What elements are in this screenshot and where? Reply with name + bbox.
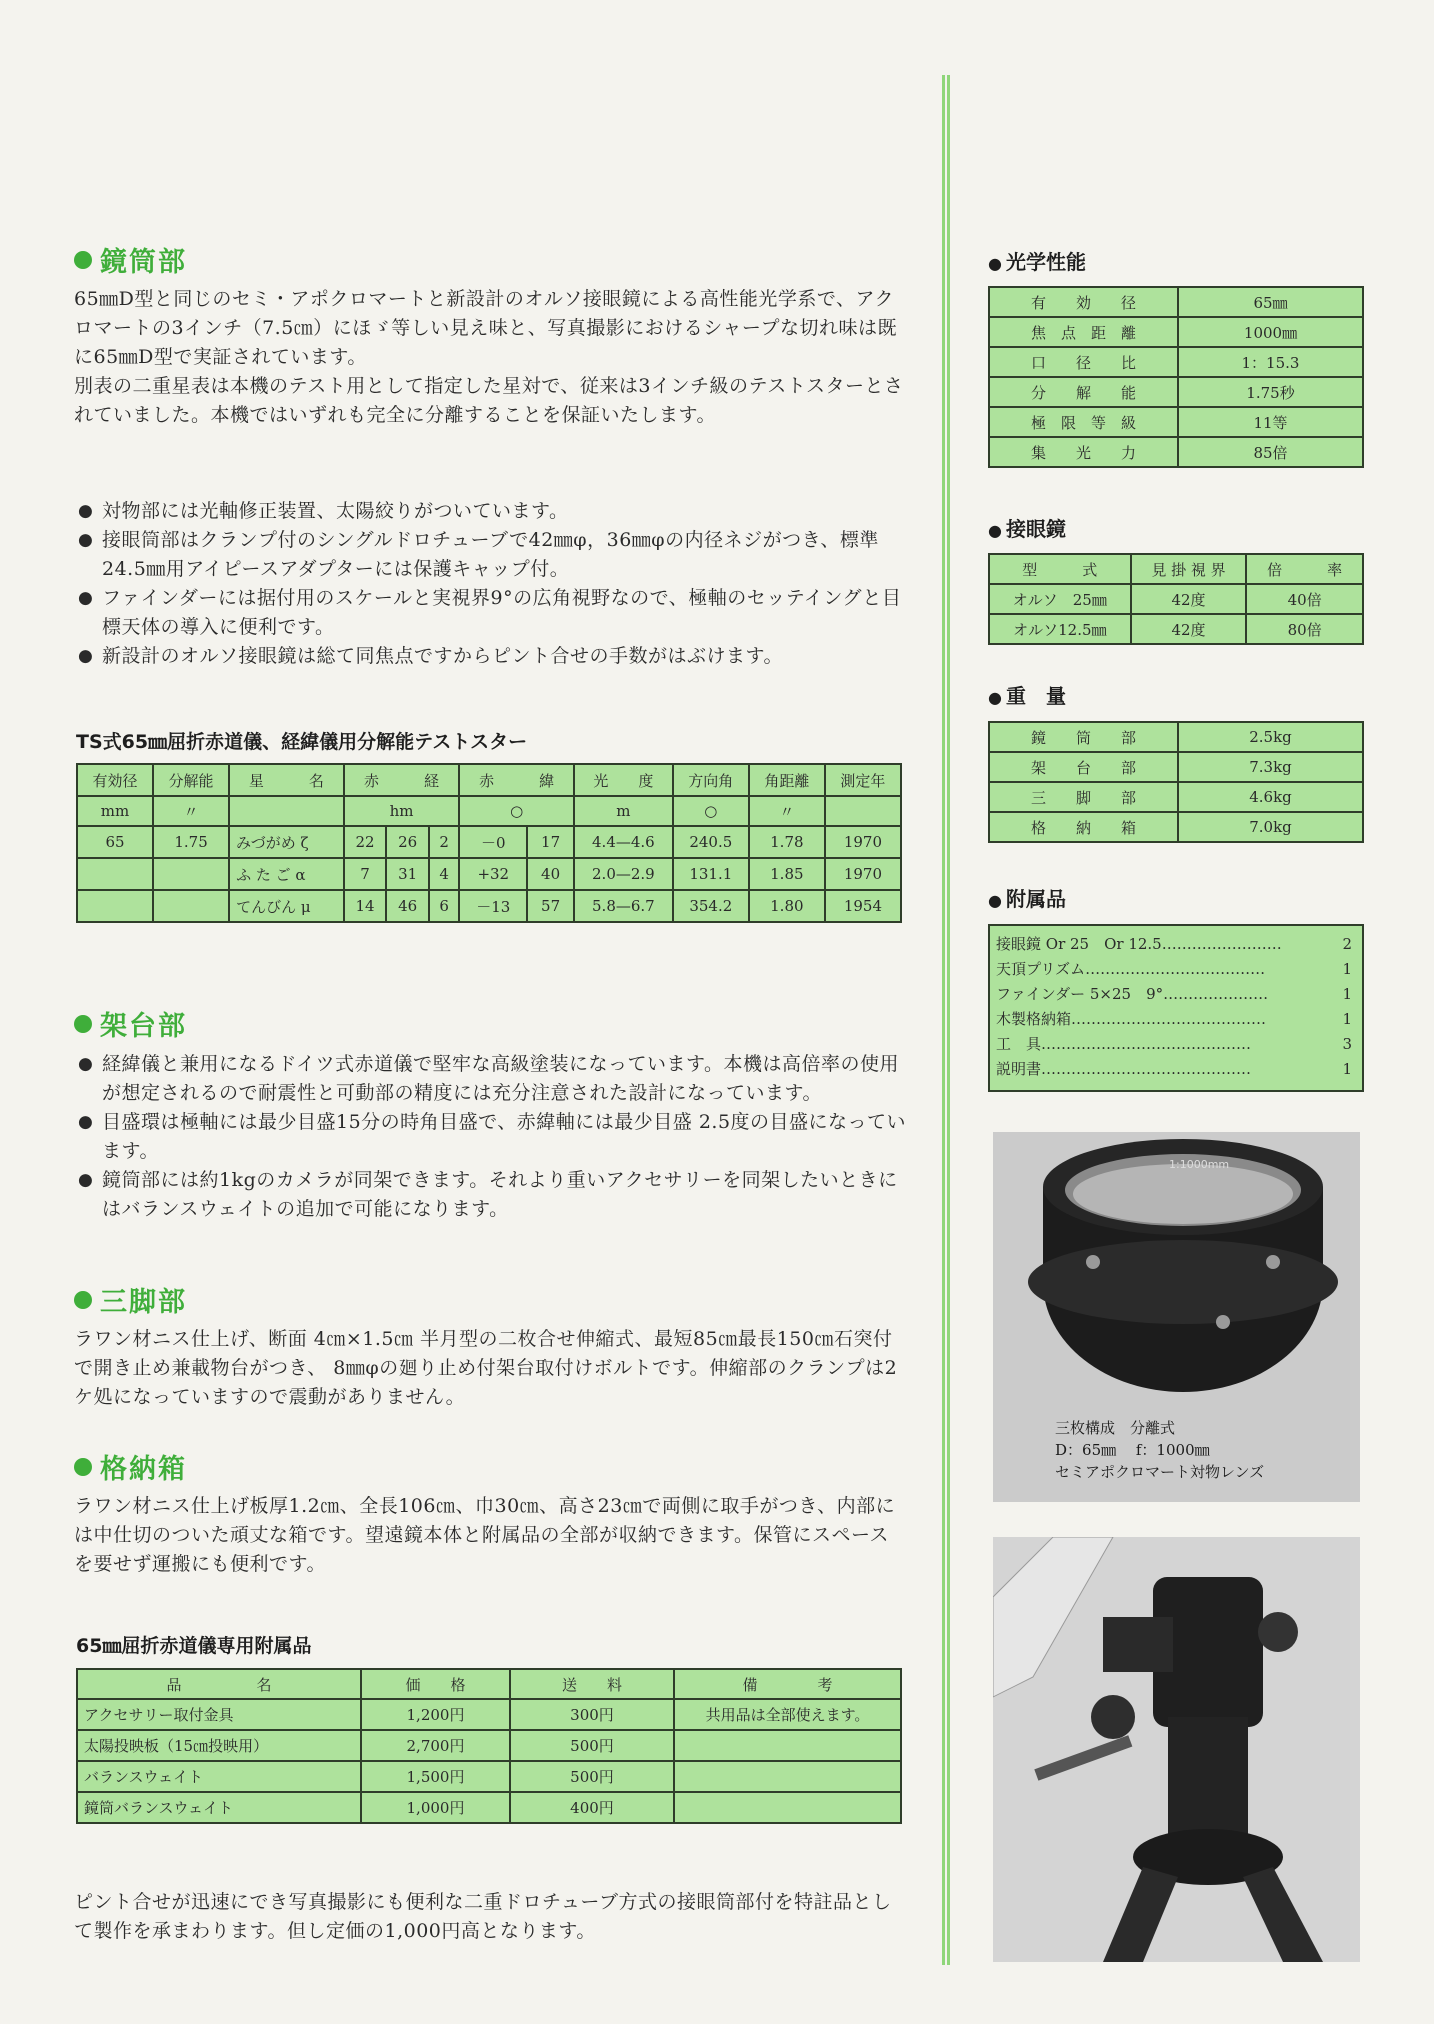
header-cell: 測定年 <box>825 764 901 796</box>
header-cell: 角距離 <box>749 764 825 796</box>
price-table <box>76 1668 902 1824</box>
cell <box>77 858 153 890</box>
unit-cell: 〃 <box>153 796 229 826</box>
header-cell: 型 式 <box>989 554 1131 584</box>
table-row <box>989 752 1363 782</box>
header-cell: 赤 経 <box>344 764 460 796</box>
mount-heading: 架台部 <box>74 1004 187 1043</box>
table-row <box>989 782 1363 812</box>
cell: 57 <box>527 890 574 922</box>
cell: 1.80 <box>749 890 825 922</box>
cell: 7.0kg <box>1178 812 1363 842</box>
table-row <box>989 437 1363 467</box>
item-count: 2 <box>1342 935 1352 953</box>
box-text: ラワン材ニス仕上げ板厚1.2㎝、全長106㎝、巾30㎝、高さ23㎝で両側に取手がつき、内部には中仕切のついた頑丈な箱です。望遠鏡本体と附属品の全部が収納できます。保管にスペースを要せず運搬にも便利です。 <box>74 1495 896 1575</box>
header-cell: 分解能 <box>153 764 229 796</box>
bullet-item: ● 目盛環は極軸には最少目盛15分の時角目盛で、赤緯軸には最少目盛 2.5度の目盛になっています。 <box>78 1108 908 1166</box>
cell: アクセサリー取付金具 <box>77 1699 361 1730</box>
cell: 1,000円 <box>361 1792 510 1823</box>
cell: 40倍 <box>1246 584 1363 614</box>
lens-ring-text: 1:1000mm <box>1169 1158 1230 1171</box>
header-cell: 価 格 <box>361 1669 510 1699</box>
list-item <box>990 1032 1362 1057</box>
cell: 1.85 <box>749 858 825 890</box>
cell: 14 <box>344 890 387 922</box>
cell: 1.75秒 <box>1178 377 1363 407</box>
cell: 鏡筒バランスウェイト <box>77 1792 361 1823</box>
cell: 1,200円 <box>361 1699 510 1730</box>
cell: 1,500円 <box>361 1761 510 1792</box>
header-cell: 倍 率 <box>1246 554 1363 584</box>
cell: 格 納 箱 <box>989 812 1178 842</box>
item-name: 木製格納箱………………………………… <box>996 1010 1267 1028</box>
cell: 40 <box>527 858 574 890</box>
table-row <box>989 287 1363 317</box>
table-row <box>77 858 901 890</box>
cell: 有 効 径 <box>989 287 1178 317</box>
cell: 85倍 <box>1178 437 1363 467</box>
item-count: 1 <box>1342 1060 1352 1078</box>
optics-table <box>988 286 1364 468</box>
cell: 7.3kg <box>1178 752 1363 782</box>
cell <box>77 890 153 922</box>
item-count: 3 <box>1342 1035 1352 1053</box>
bullet-item: ● 対物部には光軸修正装置、太陽絞りがついています。 <box>78 497 908 526</box>
table-row <box>989 317 1363 347</box>
unit-cell: ○ <box>673 796 749 826</box>
bullet-item: ● ファインダーには据付用のスケールと実視界9°の広角視野なので、極軸のセッテイングと目標天体の導入に便利です。 <box>78 584 908 642</box>
weight-heading: ● 重 量 <box>988 684 1066 708</box>
table-header-row <box>989 554 1363 584</box>
table-row <box>77 890 901 922</box>
caption-line: D：65㎜ f：1000㎜ <box>1055 1441 1210 1459</box>
cell: +32 <box>459 858 527 890</box>
cell: 4.4—4.6 <box>574 826 673 858</box>
unit-cell <box>229 796 344 826</box>
unit-cell: m <box>574 796 673 826</box>
cell: 400円 <box>510 1792 674 1823</box>
mount-image <box>993 1537 1360 1962</box>
cell: 300円 <box>510 1699 674 1730</box>
cell <box>153 890 229 922</box>
list-item <box>990 957 1362 982</box>
cell: 42度 <box>1131 614 1247 644</box>
cell: 2.5kg <box>1178 722 1363 752</box>
mount-bullets <box>78 1050 908 1224</box>
eyepiece-heading: ● 接眼鏡 <box>988 517 1066 541</box>
cell: －13 <box>459 890 527 922</box>
cell: 7 <box>344 858 387 890</box>
cell: 11等 <box>1178 407 1363 437</box>
list-item <box>990 982 1362 1007</box>
table-row <box>989 722 1363 752</box>
eyepiece-table <box>988 553 1364 645</box>
list-item <box>990 1007 1362 1032</box>
unit-cell: 〃 <box>749 796 825 826</box>
cell: 集 光 力 <box>989 437 1178 467</box>
unit-cell: ○ <box>459 796 574 826</box>
cell: 31 <box>386 858 429 890</box>
barrel-paragraph: 65㎜D型と同じのセミ・アポクロマートと新設計のオルソ接眼鏡による高性能光学系で、アクロマートの3インチ（7.5㎝）にほゞ等しい見え味と、写真撮影におけるシャープな切れ味は既に65㎜D型で実証されています。 <box>74 288 897 368</box>
cell: 三 脚 部 <box>989 782 1178 812</box>
bullet-item: ● 接眼筒部はクランプ付のシングルドロチューブで42㎜φ，36㎜φの内径ネジがつき、標準24.5㎜用アイピースアダプターには保護キャップ付。 <box>78 526 908 584</box>
cell: 5.8—6.7 <box>574 890 673 922</box>
column-divider <box>942 75 950 1965</box>
table-unit-row <box>77 796 901 826</box>
table-row <box>989 812 1363 842</box>
cell: 1954 <box>825 890 901 922</box>
acc-table-title: 65㎜屈折赤道儀専用附属品 <box>76 1635 312 1657</box>
unit-cell: hm <box>344 796 460 826</box>
item-count: 1 <box>1342 985 1352 1003</box>
header-cell: 赤 緯 <box>459 764 574 796</box>
cell: 46 <box>386 890 429 922</box>
header-cell: 備 考 <box>674 1669 901 1699</box>
header-cell: 見 掛 視 界 <box>1131 554 1247 584</box>
item-name: ファインダー 5×25 9°………………… <box>996 985 1269 1003</box>
cell: 4 <box>429 858 459 890</box>
cell: 500円 <box>510 1730 674 1761</box>
table-row <box>77 1792 901 1823</box>
header-cell: 星 名 <box>229 764 344 796</box>
star-table-title: TS式65㎜屈折赤道儀、経緯儀用分解能テストスター <box>76 731 528 753</box>
lens-caption <box>1055 1417 1264 1483</box>
optics-heading: ● 光学性能 <box>988 250 1086 274</box>
cell: 354.2 <box>673 890 749 922</box>
cell: オルソ12.5㎜ <box>989 614 1131 644</box>
barrel-body <box>74 285 904 430</box>
weight-table <box>988 721 1364 843</box>
cell: 65 <box>77 826 153 858</box>
cell: 131.1 <box>673 858 749 890</box>
list-item <box>990 1057 1362 1082</box>
item-count: 1 <box>1342 960 1352 978</box>
cell: バランスウェイト <box>77 1761 361 1792</box>
table-row <box>77 1699 901 1730</box>
cell: 1000㎜ <box>1178 317 1363 347</box>
cell: －0 <box>459 826 527 858</box>
cell: 240.5 <box>673 826 749 858</box>
cell: 2 <box>429 826 459 858</box>
cell: 6 <box>429 890 459 922</box>
unit-cell: mm <box>77 796 153 826</box>
item-name: 接眼鏡 Or 25 Or 12.5…………………… <box>996 935 1282 953</box>
bullet-item: ● 経緯儀と兼用になるドイツ式赤道儀で堅牢な高級塗装になっています。本機は高倍率の使用が想定されるので耐震性と可動部の精度には充分注意された設計になっています。 <box>78 1050 908 1108</box>
cell: 1970 <box>825 826 901 858</box>
cell: ふ た ご α <box>229 858 344 890</box>
cell: 共用品は全部使えます。 <box>674 1699 901 1730</box>
cell: 分 解 能 <box>989 377 1178 407</box>
cell: 2.0—2.9 <box>574 858 673 890</box>
header-cell: 有効径 <box>77 764 153 796</box>
lens-photo <box>993 1132 1360 1502</box>
header-cell: 方向角 <box>673 764 749 796</box>
cell: 1.78 <box>749 826 825 858</box>
header-cell: 品 名 <box>77 1669 361 1699</box>
barrel-paragraph: 別表の二重星表は本機のテスト用として指定した星対で、従来は3インチ級のテストスターとされていました。本機ではいずれも完全に分離することを保証いたします。 <box>74 375 904 426</box>
cell: 500円 <box>510 1761 674 1792</box>
header-cell: 送 料 <box>510 1669 674 1699</box>
cell <box>674 1761 901 1792</box>
cell: 2,700円 <box>361 1730 510 1761</box>
bullet-item: ● 新設計のオルソ接眼鏡は総て同焦点ですからピント合せの手数がはぶけます。 <box>78 642 908 671</box>
item-name: 天頂プリズム……………………………… <box>996 960 1266 978</box>
cell: 鏡 筒 部 <box>989 722 1178 752</box>
item-name: 説明書…………………………………… <box>996 1060 1252 1078</box>
footer-note: ピント合せが迅速にでき写真撮影にも便利な二重ドロチューブ方式の接眼筒部付を特註品として製作を承まわります。但し定価の1,000円高となります。 <box>74 1891 892 1942</box>
cell: 1970 <box>825 858 901 890</box>
cell <box>674 1792 901 1823</box>
caption-line: セミアポクロマート対物レンズ <box>1055 1463 1265 1481</box>
table-row <box>989 584 1363 614</box>
table-header-row <box>77 764 901 796</box>
cell: 80倍 <box>1246 614 1363 644</box>
barrel-bullets <box>78 497 908 671</box>
list-item <box>990 932 1362 957</box>
table-row <box>77 1730 901 1761</box>
cell: 架 台 部 <box>989 752 1178 782</box>
item-name: 工 具…………………………………… <box>996 1035 1252 1053</box>
table-header-row <box>77 1669 901 1699</box>
cell <box>153 858 229 890</box>
cell: 17 <box>527 826 574 858</box>
cell: 1.75 <box>153 826 229 858</box>
table-row <box>989 407 1363 437</box>
header-cell: 光 度 <box>574 764 673 796</box>
cell: 42度 <box>1131 584 1247 614</box>
cell: 1：15.3 <box>1178 347 1363 377</box>
table-row <box>77 826 901 858</box>
table-row <box>77 1761 901 1792</box>
box-heading: 格納箱 <box>74 1447 187 1486</box>
cell <box>674 1730 901 1761</box>
cell: 22 <box>344 826 387 858</box>
item-count: 1 <box>1342 1010 1352 1028</box>
bullet-item: ● 鏡筒部には約1kgのカメラが同架できます。それより重いアクセサリーを同架したいときにはバランスウェイトの追加で可能になります。 <box>78 1166 908 1224</box>
cell: オルソ 25㎜ <box>989 584 1131 614</box>
cell: 焦 点 距 離 <box>989 317 1178 347</box>
cell: 4.6kg <box>1178 782 1363 812</box>
cell: 口 径 比 <box>989 347 1178 377</box>
barrel-heading: 鏡筒部 <box>74 240 187 279</box>
table-row <box>989 347 1363 377</box>
cell: 極 限 等 級 <box>989 407 1178 437</box>
cell: 65㎜ <box>1178 287 1363 317</box>
tripod-text: ラワン材ニス仕上げ、断面 4㎝×1.5㎝ 半月型の二枚合せ伸縮式、最短85㎝最長150㎝石突付で開き止め兼載物台がつき、 8㎜φの廻り止め付架台取付けボルトです。伸縮部のクランプは2ケ処になっていますので震動がありません。 <box>74 1328 898 1408</box>
accessories-list <box>988 924 1364 1092</box>
mount-photo <box>993 1537 1360 1962</box>
table-row <box>989 614 1363 644</box>
cell: みづがめ ζ <box>229 826 344 858</box>
cell: てんびん μ <box>229 890 344 922</box>
cell: 26 <box>386 826 429 858</box>
star-table <box>76 763 902 923</box>
unit-cell <box>825 796 901 826</box>
cell: 太陽投映板（15㎝投映用） <box>77 1730 361 1761</box>
table-row <box>989 377 1363 407</box>
caption-line: 三枚構成 分離式 <box>1055 1419 1176 1437</box>
tripod-heading: 三脚部 <box>74 1280 187 1319</box>
accessories-heading: ● 附属品 <box>988 887 1066 911</box>
